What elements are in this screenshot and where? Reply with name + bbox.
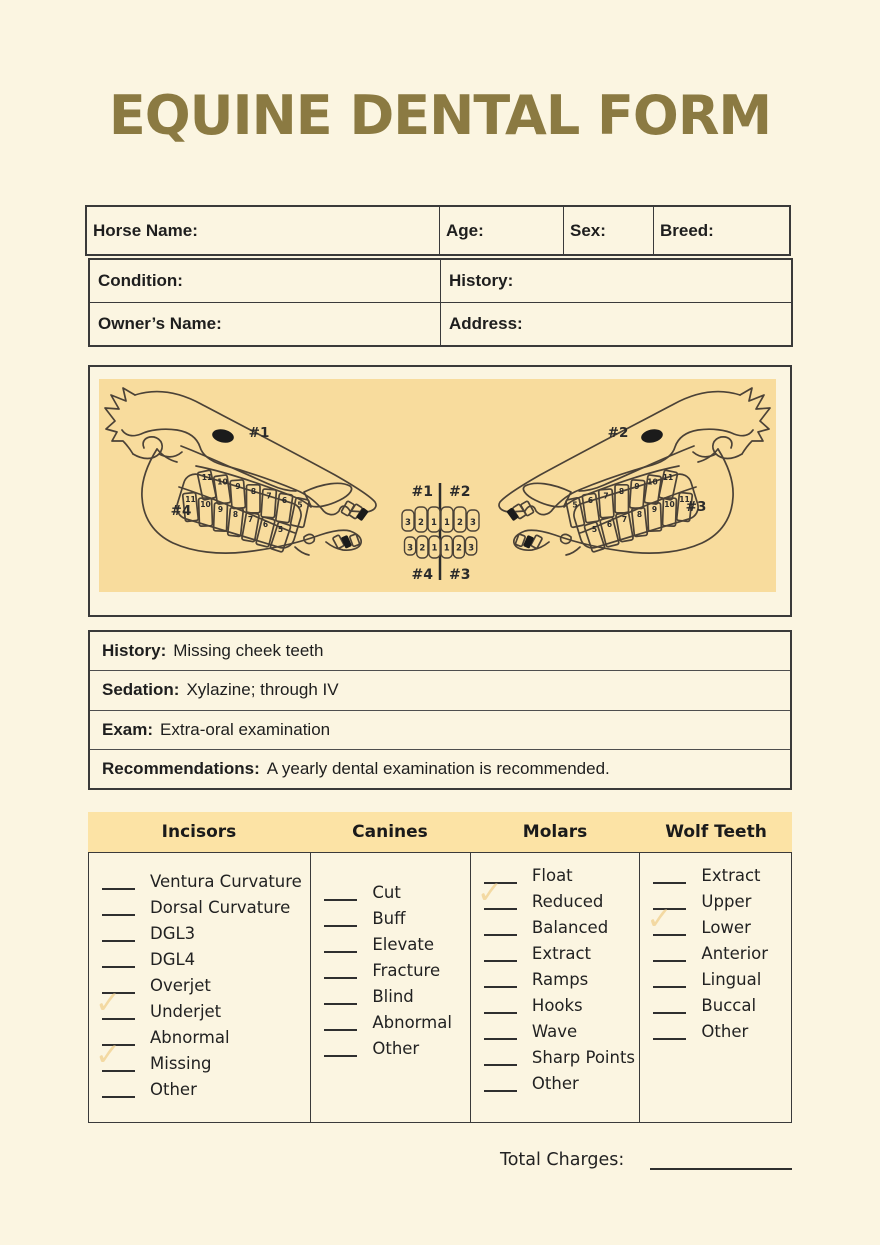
horse-info-table	[85, 205, 791, 256]
total-charges-label: Total Charges:	[500, 1150, 625, 1170]
svg-text:3: 3	[468, 543, 475, 554]
checkbox-line[interactable]	[484, 1049, 517, 1066]
svg-text:11: 11	[201, 473, 213, 482]
chart-label-3: #3	[449, 567, 471, 583]
chart-label-4: #4	[411, 567, 433, 583]
history-field[interactable]	[440, 260, 791, 302]
svg-text:10: 10	[200, 500, 211, 509]
svg-text:1: 1	[444, 518, 450, 528]
owner-name-field[interactable]	[90, 303, 440, 345]
svg-text:1: 1	[443, 543, 450, 554]
svg-text:8: 8	[636, 510, 643, 519]
checklist-item-label: Extract	[701, 865, 761, 885]
chart-label-1: #1	[411, 484, 433, 500]
total-charges-row	[500, 1150, 792, 1170]
checklist-item-label: Upper	[701, 891, 752, 911]
sex-field[interactable]	[563, 207, 653, 254]
history-note-row	[90, 632, 790, 670]
checklist-item-label: Float	[531, 865, 573, 885]
checkbox-line[interactable]	[102, 1081, 135, 1098]
history-note-value: Missing cheek teeth	[173, 641, 324, 661]
table-row	[90, 260, 791, 302]
checklist-item	[89, 998, 310, 1024]
address-field[interactable]	[440, 303, 791, 345]
checklist-item-label: Blind	[372, 986, 414, 1006]
svg-text:1: 1	[431, 518, 437, 528]
checkbox-line[interactable]	[484, 945, 517, 962]
checklist-item	[89, 1050, 310, 1076]
checkbox-line[interactable]	[484, 893, 517, 910]
header-incisors: Incisors	[161, 822, 237, 842]
recommendations-note-value: A yearly dental examination is recommended.	[266, 758, 610, 778]
checkbox-line[interactable]	[653, 867, 686, 884]
checklist-item	[640, 940, 791, 966]
svg-text:8: 8	[250, 486, 257, 496]
checklist-item-label: Other	[372, 1038, 420, 1058]
svg-text:2: 2	[457, 518, 463, 528]
checklist-item	[640, 992, 791, 1018]
checkbox-line[interactable]	[484, 867, 517, 884]
svg-text:3: 3	[407, 543, 414, 554]
svg-text:2: 2	[455, 543, 462, 554]
checklist-item	[89, 946, 310, 972]
checklist-item	[640, 1018, 791, 1044]
header-wolf-teeth: Wolf Teeth	[665, 822, 767, 842]
checklist-item	[471, 1044, 640, 1070]
checkbox-line[interactable]	[484, 971, 517, 988]
dental-diagram-panel	[99, 379, 776, 592]
svg-text:8: 8	[232, 510, 239, 519]
checkbox-line[interactable]	[324, 884, 357, 901]
incisors-column	[89, 853, 310, 1122]
checkbox-line[interactable]	[102, 977, 135, 994]
svg-text:10: 10	[647, 477, 658, 487]
checkbox-line[interactable]	[324, 1040, 357, 1057]
header-canines: Canines	[352, 822, 428, 842]
svg-text:7: 7	[266, 491, 272, 501]
checklist-item	[471, 940, 640, 966]
left-skull-drawing	[105, 388, 376, 555]
svg-text:6: 6	[262, 520, 269, 529]
checklist-item	[640, 862, 791, 888]
checklist-item-label: Buccal	[701, 995, 757, 1015]
checklist-item-label: Overjet	[150, 975, 211, 995]
checkbox-line[interactable]	[102, 1029, 135, 1046]
history-label: History:	[449, 271, 514, 290]
svg-text:7: 7	[621, 515, 628, 524]
checkbox-line[interactable]	[324, 936, 357, 953]
checklist-item-label: Reduced	[531, 891, 604, 911]
svg-text:11: 11	[679, 495, 690, 504]
svg-text:7: 7	[603, 491, 609, 501]
checklist-item	[311, 983, 470, 1009]
checkbox-line[interactable]	[102, 951, 135, 968]
checkbox-line[interactable]	[102, 925, 135, 942]
sedation-note-label: Sedation:	[102, 680, 180, 700]
checklist-item-label: Missing	[150, 1053, 212, 1073]
checklist-item	[471, 862, 640, 888]
checklist-header	[88, 812, 792, 852]
checklist-item	[311, 931, 470, 957]
checkbox-line[interactable]	[324, 988, 357, 1005]
svg-text:6: 6	[606, 520, 613, 529]
checkbox-line[interactable]	[102, 873, 135, 890]
checkbox-line[interactable]	[102, 899, 135, 916]
svg-text:6: 6	[281, 496, 288, 505]
svg-text:11: 11	[185, 495, 196, 504]
checklist-item-label: Lingual	[701, 969, 762, 989]
svg-text:9: 9	[217, 505, 224, 514]
checklist-item-label: Hooks	[531, 995, 583, 1015]
checklist-item	[89, 972, 310, 998]
checklist-item-label: Other	[531, 1073, 579, 1093]
svg-text:11: 11	[662, 473, 674, 482]
checklist-item	[311, 1009, 470, 1035]
checklist-item-label: Abnormal	[372, 1012, 452, 1032]
age-field[interactable]	[439, 207, 563, 254]
checklist-item-label: Lower	[701, 917, 751, 937]
svg-text:10: 10	[664, 500, 675, 509]
checklist-item	[640, 966, 791, 992]
checklist-item	[89, 1076, 310, 1102]
checklist-item-label: Ventura Curvature	[150, 871, 302, 891]
exam-note-value: Extra-oral examination	[160, 719, 331, 739]
svg-text:5: 5	[297, 500, 303, 510]
molars-column	[470, 853, 640, 1122]
checkbox-line[interactable]	[653, 893, 686, 910]
checkbox-line[interactable]	[324, 1014, 357, 1031]
checklist-item	[311, 957, 470, 983]
header-molars: Molars	[522, 822, 588, 842]
condition-field[interactable]	[90, 260, 440, 302]
checklist-item-label: Other	[701, 1021, 749, 1041]
exam-note-label: Exam:	[102, 719, 154, 739]
svg-text:5: 5	[591, 525, 598, 534]
checklist-item	[311, 879, 470, 905]
checklist-body	[88, 852, 792, 1123]
svg-text:9: 9	[634, 482, 640, 492]
exam-notes-table	[88, 630, 792, 790]
svg-text:3: 3	[405, 518, 411, 528]
checklist-item	[89, 894, 310, 920]
checklist-item-label: Balanced	[531, 917, 609, 937]
address-label: Address:	[449, 314, 523, 333]
right-skull-drawing	[499, 388, 770, 555]
horse-skull-dental-diagram	[99, 379, 776, 592]
checklist-item-label: Cut	[372, 882, 401, 902]
checklist-item	[311, 905, 470, 931]
checklist-item	[640, 914, 791, 940]
checklist-item-label: DGL3	[150, 923, 196, 943]
checkbox-line[interactable]	[653, 945, 686, 962]
owner-name-label: Owner’s Name:	[98, 314, 222, 333]
checklist-item	[471, 966, 640, 992]
page-title: EQUINE DENTAL FORM	[108, 84, 772, 147]
svg-text:5: 5	[277, 525, 284, 534]
svg-text:7: 7	[247, 515, 254, 524]
sedation-note-row	[90, 670, 790, 709]
wolf-teeth-column	[639, 853, 791, 1122]
checklist-item	[89, 1024, 310, 1050]
table-row	[90, 302, 791, 345]
checklist-item	[471, 1070, 640, 1096]
checkbox-line[interactable]	[653, 997, 686, 1014]
checklist-item-label: Buff	[372, 908, 406, 928]
svg-text:2: 2	[418, 518, 424, 528]
checklist-item-label: Underjet	[150, 1001, 222, 1021]
horse-name-field[interactable]	[87, 207, 439, 254]
quadrant-label-3: #3	[685, 499, 707, 515]
canines-column	[310, 853, 470, 1122]
checkbox-line[interactable]	[653, 971, 686, 988]
checkbox-line[interactable]	[102, 1055, 135, 1072]
checkbox-line[interactable]	[484, 1023, 517, 1040]
breed-field[interactable]	[653, 207, 789, 254]
checklist-item-label: Fracture	[372, 960, 441, 980]
sedation-note-value: Xylazine; through IV	[186, 680, 339, 700]
dental-diagram-box	[88, 365, 792, 617]
checkbox-line[interactable]	[324, 910, 357, 927]
exam-note-row	[90, 710, 790, 749]
breed-label: Breed:	[660, 220, 714, 240]
horse-name-label: Horse Name:	[93, 220, 198, 240]
checklist-item-label: Wave	[531, 1021, 578, 1041]
svg-text:1: 1	[431, 543, 438, 554]
svg-text:6: 6	[587, 496, 594, 505]
condition-label: Condition:	[98, 271, 183, 290]
checklist-item-label: Sharp Points	[531, 1047, 636, 1067]
checkbox-line[interactable]	[484, 1075, 517, 1092]
checklist-item-label: Anterior	[701, 943, 769, 963]
sex-label: Sex:	[570, 220, 606, 240]
quadrant-label-2: #2	[607, 425, 629, 441]
history-note-label: History:	[102, 641, 167, 661]
checklist-item	[471, 888, 640, 914]
checkbox-line[interactable]	[102, 1003, 135, 1020]
checklist-item	[89, 868, 310, 894]
svg-text:3: 3	[470, 518, 476, 528]
svg-text:2: 2	[419, 543, 426, 554]
age-label: Age:	[446, 220, 484, 240]
checkbox-line[interactable]	[324, 962, 357, 979]
checklist-item-label: Dorsal Curvature	[150, 897, 291, 917]
checklist-item	[640, 888, 791, 914]
checklist-item	[471, 914, 640, 940]
checkbox-line[interactable]	[484, 997, 517, 1014]
svg-text:10: 10	[217, 477, 228, 487]
checklist-item-label: Abnormal	[150, 1027, 230, 1047]
checklist-item	[311, 1035, 470, 1061]
recommendations-note-label: Recommendations:	[102, 758, 260, 778]
checklist-item-label: Extract	[531, 943, 592, 963]
checkbox-line[interactable]	[653, 1023, 686, 1040]
checklist-item	[89, 920, 310, 946]
recommendations-note-row	[90, 749, 790, 788]
owner-info-table	[88, 258, 793, 347]
checklist-item-label: Elevate	[372, 934, 435, 954]
total-charges-blank-line[interactable]	[650, 1152, 792, 1170]
svg-text:9: 9	[235, 482, 241, 492]
checklist-item-label: Other	[150, 1079, 197, 1099]
quadrant-label-1: #1	[248, 425, 270, 441]
quadrant-label-4: #4	[170, 503, 192, 519]
checklist-item-label: Ramps	[531, 969, 589, 989]
svg-text:9: 9	[651, 505, 658, 514]
checkbox-line[interactable]	[653, 919, 686, 936]
chart-label-2: #2	[449, 484, 471, 500]
checkbox-line[interactable]	[484, 919, 517, 936]
svg-text:5: 5	[572, 500, 578, 510]
checklist-item	[471, 1018, 640, 1044]
svg-text:8: 8	[618, 486, 625, 496]
checklist-item	[471, 992, 640, 1018]
checklist-item-label: DGL4	[150, 949, 196, 969]
